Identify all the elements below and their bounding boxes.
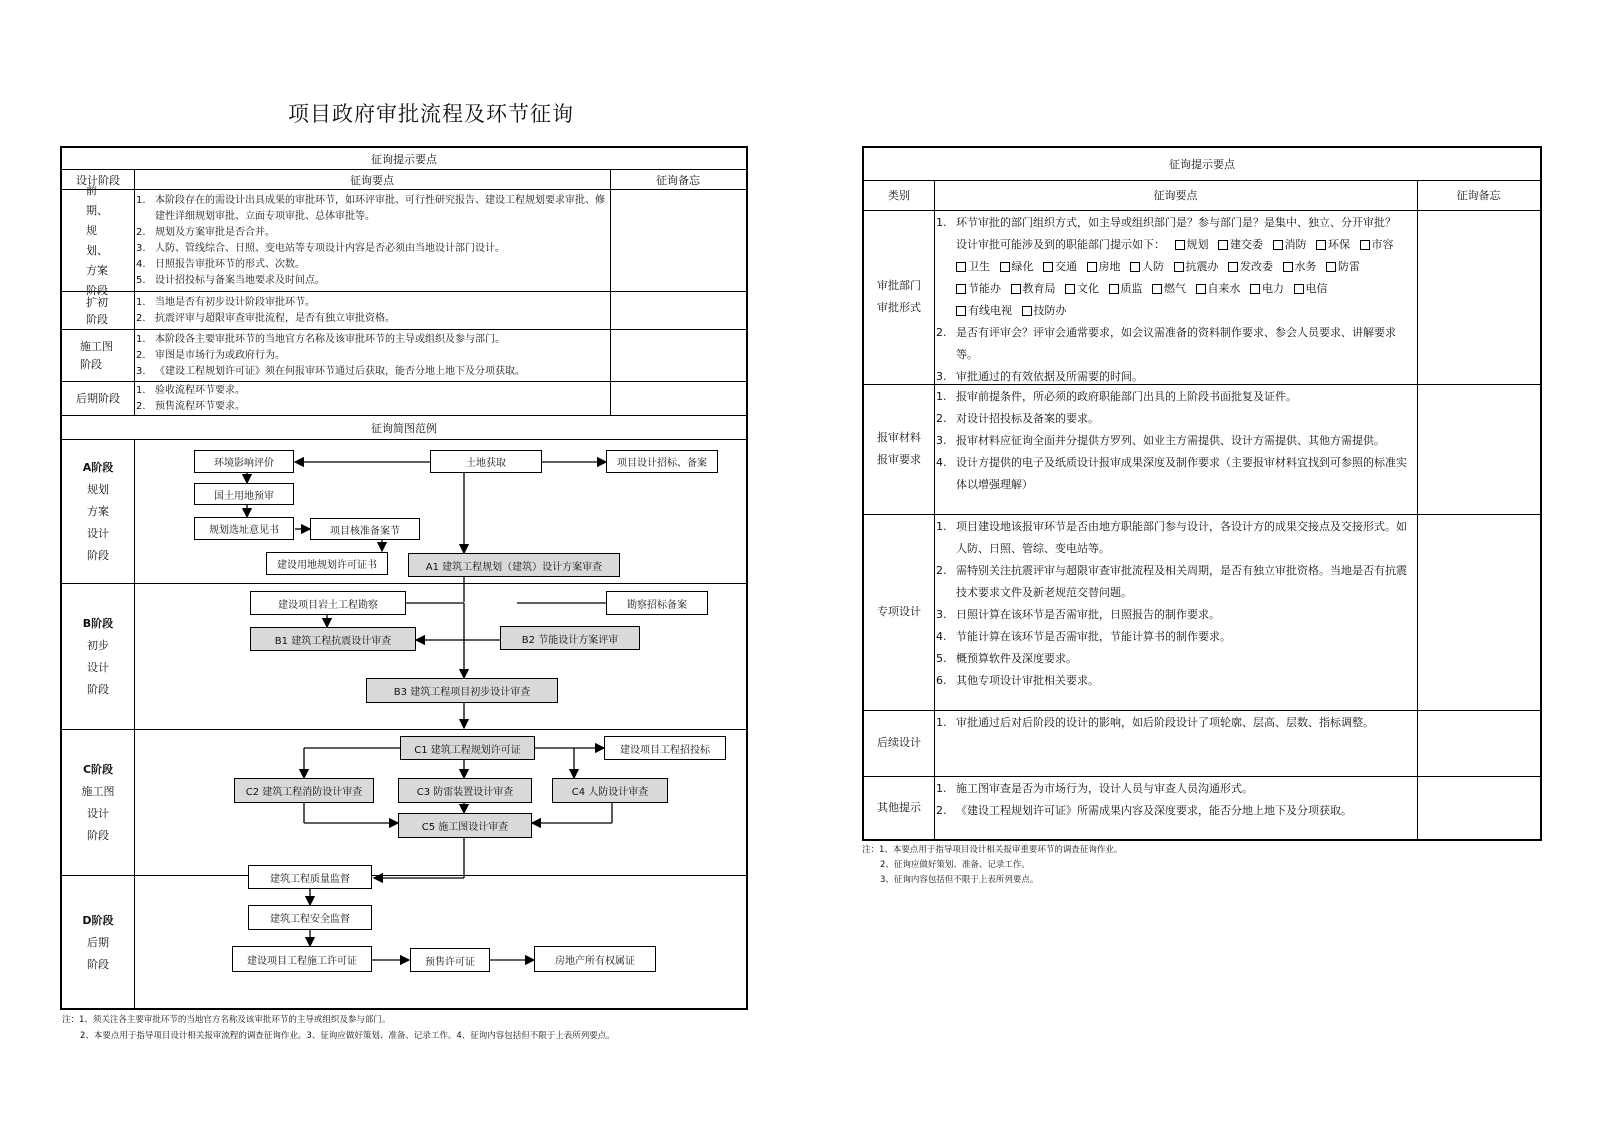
right-table [862,146,1542,841]
list-item: 1. 环节审批的部门组织方式，如主导或组织部门是？参与部门是？是集中、独立、分开审批？ [936,216,1396,229]
list-item: 2. 需特别关注抗震评审与超限审查审批流程及相关周期，是否有独立审批资格。当地是否有抗震技术要求文件及新老规范交替问题。 [936,564,1407,599]
checkbox[interactable] [1283,262,1293,272]
right-row-approval [864,210,1540,385]
box-surveybid: 勘察招标备案 [606,591,708,615]
list-item: 1. 报审前提条件，所必须的政府职能部门出具的上阶段书面批复及证件。 [936,390,1297,403]
right-row-other [864,776,1540,839]
list-item: 6. 其他专项设计审批相关要求。 [936,674,1099,687]
list-item: 3. 报审材料应征询全面并分提供方罗列、如业主方需提供、设计方需提供、其他方需提供。 [936,434,1385,447]
right-row-special [864,514,1540,711]
checkbox[interactable] [1130,262,1140,272]
checkbox[interactable] [1174,262,1184,272]
list-item: 5. 概预算软件及深度要求。 [936,652,1077,665]
list-item: 3. 人防、管线综合、日照、变电站等专项设计内容是否必须由当地设计部门设计。 [136,243,505,254]
box-c1: C1 建筑工程规划许可证 [400,736,535,760]
checkbox-line: 有线电视 技防办 [936,300,1416,322]
list-item: 设计审批可能涉及到的职能部门提示如下： 规划 建交委 消防 环保 市容 [956,238,1394,251]
checkbox[interactable] [1316,240,1326,250]
checkbox-line: 节能办 教育局 文化 质监 燃气 自来水 电力 电信 [936,278,1416,300]
checkbox[interactable] [1087,262,1097,272]
right-note-2: 2、征询应做好策划、准备、记录工作。 [880,860,1030,870]
row-type: 后续设计 [877,736,921,749]
row-type: 专项设计 [877,605,921,618]
flow-stage-d: D阶段 后期 阶段 [82,914,114,971]
list-item: 2. 预售流程环节要求。 [136,401,245,412]
col-type: 类别 [888,189,910,202]
list-item: 1. 项目建设地该报审环节是否由地方职能部门参与设计，各设计方的成果交接点及交接形式。如人防、日照、管综、变电站等。 [936,520,1407,555]
list-item: 2. 审图是市场行为或政府行为。 [136,350,285,361]
diagram-header: 征询简图范例 [371,421,437,435]
checkbox[interactable] [1360,240,1370,250]
list-item: 1. 本阶段存在的需设计出具成果的审批环节，如环评审批、可行性研究报告、建设工程规划要求审批、修建性详细规划审批、立面专项审批、总体审批等。 [136,195,605,222]
checkbox[interactable] [1043,262,1053,272]
checkbox[interactable] [1065,284,1075,294]
box-siteopinion: 规划选址意见书 [194,517,294,540]
checkbox[interactable] [1175,240,1185,250]
box-c4: C4 人防设计审查 [552,778,668,803]
col-points: 征询要点 [1153,189,1198,202]
row-type: 审批部门 审批形式 [877,279,921,314]
list-item: 1. 当地是否有初步设计阶段审批环节。 [136,297,315,308]
box-land: 土地获取 [430,450,542,473]
box-cbid: 建设项目工程招投标 [604,736,726,760]
list-item: 4. 日照报告审批环节的形式、次数。 [136,259,305,270]
stage-label: 施工图阶段 [80,340,113,371]
right-note-3: 3、征询内容包括但不限于上表所列要点。 [880,875,1039,885]
box-c2: C2 建筑工程消防设计审查 [234,778,374,803]
list-item: 1. 本阶段各主要审批环节的当地官方名称及该审批环节的主导或组织及参与部门。 [136,334,505,345]
checkbox[interactable] [1011,284,1021,294]
col-points: 征询要点 [350,173,394,187]
checkbox[interactable] [956,262,966,272]
box-env: 环境影响评价 [194,450,294,473]
checkbox[interactable] [1152,284,1162,294]
list-item: 3. 日照计算在该环节是否需审批，日照报告的制作要求。 [936,608,1220,621]
box-b2: B2 节能设计方案评审 [500,626,640,650]
row-items [936,212,1416,388]
row-items [936,778,1416,822]
right-header-row [864,148,1540,181]
row-items [936,386,1416,496]
box-survey: 建设项目岩土工程勘察 [250,591,406,615]
list-item: 3. 《建设工程规划许可证》须在何报审环节通过后获取，能否分地上地下及分项获取。 [136,366,525,377]
box-c5: C5 施工图设计审查 [398,813,532,838]
left-header: 征询提示要点 [371,152,437,166]
list-item: 2. 抗震评审与超限审查审批流程，是否有独立审批资格。 [136,313,395,324]
checkbox[interactable] [956,284,966,294]
col-stage: 设计阶段 [76,173,120,187]
checkbox[interactable] [1218,240,1228,250]
box-landpre: 国土用地预审 [194,483,294,505]
checkbox[interactable] [1250,284,1260,294]
checkbox[interactable] [956,306,966,316]
stage-label: 后期阶段 [76,392,120,405]
stage-label: 前期、规划、方案阶段 [86,184,108,297]
checkbox[interactable] [1326,262,1336,272]
flow-stage-a: A阶段 规划 方案 设计 阶段 [82,461,114,562]
list-item: 2. 《建设工程规划许可证》所需成果内容及深度要求，能否分地上地下及分项获取。 [936,804,1352,817]
box-a1: A1 建筑工程规划（建筑）设计方案审查 [408,553,620,577]
list-item: 2. 规划及方案审批是否合并。 [136,227,275,238]
right-col-header-row [864,180,1540,211]
flow-stage-c: C阶段 施工图 设计 阶段 [81,763,115,842]
box-c3: C3 防雷装置设计审查 [398,778,532,803]
row-items [936,516,1416,692]
checkbox[interactable] [1022,306,1032,316]
box-b3: B3 建筑工程项目初步设计审查 [366,678,558,703]
box-safety: 建筑工程安全监督 [248,905,372,930]
checkbox[interactable] [1294,284,1304,294]
left-table [60,146,748,1010]
col-memo: 征询备忘 [1456,189,1501,202]
list-item: 4. 节能计算在该环节是否需审批，节能计算书的制作要求。 [936,630,1231,643]
checkbox[interactable] [1196,284,1206,294]
col-memo: 征询备忘 [656,173,700,187]
list-item: 1. 施工图审查是否为市场行为，设计人员与审查人员沟通形式。 [936,782,1253,795]
checkbox[interactable] [1109,284,1119,294]
box-bid: 项目设计招标、备案 [606,450,718,473]
page-title: 项目政府审批流程及环节征询 [288,102,574,126]
box-presale: 预售许可证 [410,948,490,972]
checkbox[interactable] [1228,262,1238,272]
row-type: 其他提示 [877,800,921,814]
flow-stage-b: B阶段 初步 设计 阶段 [82,617,114,696]
list-item: 3. 审批通过的有效依据及所需要的时间。 [936,370,1143,383]
box-construct: 建设项目工程施工许可证 [232,946,372,972]
right-row-followup [864,710,1540,777]
box-record: 项目核准备案节 [310,518,420,540]
list-item: 5. 设计招投标与备案当地要求及时间点。 [136,275,325,286]
checkbox[interactable] [1273,240,1283,250]
stage-label: 扩初阶段 [86,296,108,326]
left-note-2: 2、本要点用于指导项目设计相关报审流程的调查征询作业。3、征询应做好策划、准备、记录工作。4、征询内容包括但不限于上表所列要点。 [80,1031,615,1041]
list-item: 1. 验收流程环节要求。 [136,385,245,396]
box-b1: B1 建筑工程抗震设计审查 [250,627,416,651]
box-property: 房地产所有权属证 [534,946,656,972]
list-item: 2. 对设计招投标及备案的要求。 [936,412,1099,425]
list-item: 1. 审批通过后对后阶段的设计的影响，如后阶段设计了项轮廓、层高、层数、指标调整。 [936,716,1374,729]
box-landpermit: 建设用地规划许可证书 [266,552,388,575]
row-type: 报审材料 报审要求 [877,431,921,466]
list-item: 4. 设计方提供的电子及纸质设计报审成果深度及制作要求（主要报审材料宜找到可参照的标准实体以增强理解） [936,456,1407,491]
row-items [936,712,1416,734]
box-quality: 建筑工程质量监督 [248,865,372,889]
checkbox[interactable] [1000,262,1010,272]
right-header: 征询提示要点 [1169,158,1235,171]
checkbox-line: 卫生 绿化 交通 房地 人防 抗震办 发改委 水务 防雷 [936,256,1416,278]
right-note-1: 注：1、本要点用于指导项目设计相关报审重要环节的调查征询作业。 [862,845,1123,855]
right-row-materials [864,384,1540,515]
list-item: 2. 是否有评审会？评审会通常要求，如会议需准备的资料制作要求、参会人员要求、讲解要求等。 [936,326,1396,361]
left-note-1: 注：1、须关注各主要审批环节的当地官方名称及该审批环节的主导或组织及参与部门。 [62,1015,391,1025]
flow-arrows [62,148,748,1010]
